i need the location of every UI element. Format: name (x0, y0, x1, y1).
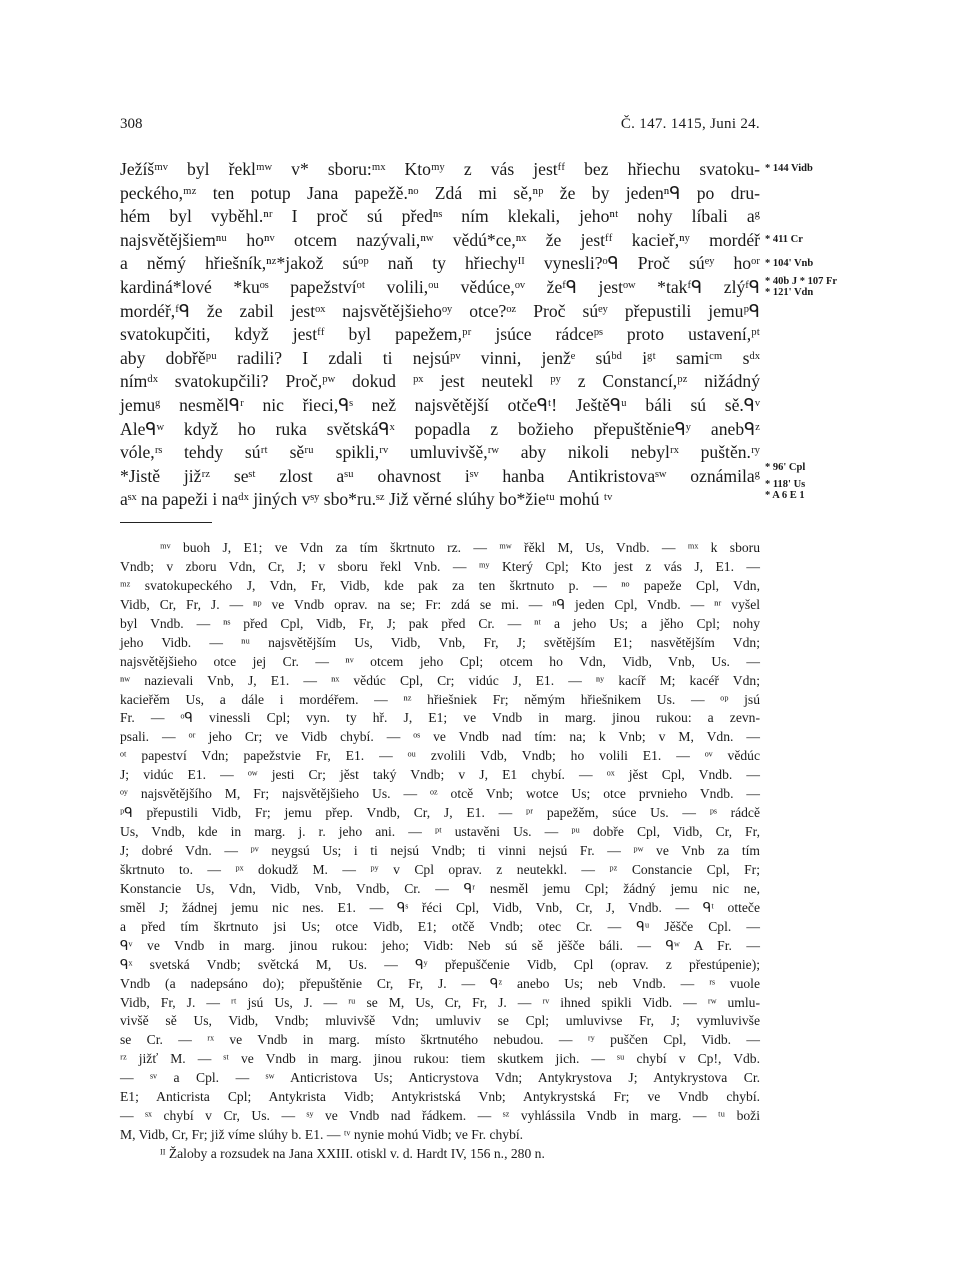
footnote-line: ⁿʷ nazievali Vnb, J, E1. — ⁿˣ vědúc Cpl, Cr; vidúc J, E1. — ⁿʸ kacíř M; kacéř Vdn; (120, 672, 760, 688)
footnote-line: M, Vidb, Cr, Fr; již víme slúhy b. E1. — ᵗᵛ nynie mohú Vidb; ve Fr. chybí. (120, 1127, 524, 1143)
footnote-line: Vndb; v zboru Vdn, Cr, J; v sboru řekl Vnb. — ᵐʸ Který Cpl; Kto jest z vás J, E1. — (120, 558, 760, 574)
footnote-line: ᑫˣ svetská Vndb; světcká M, Us. — ᑫʸ přepuščenie Vidb, Cpl (oprav. z přestúpenie); (120, 956, 760, 972)
footnote-line: Vndb (a nadepsáno do); přepuštěnie Cr, Fr, J. — ᑫᶻ anebo Us; neb Vndb. — ʳˢ vuole (120, 975, 760, 991)
text-line: kardiná*lové *kuᵒˢ papežstvíᵒᵗ volili,ᵒᵘ vědúce,ᵒᵛ žeᶠᑫ jestᵒʷ *takᶠᑫ zlýᶠᑫ (120, 276, 760, 297)
page-number: 308 (120, 116, 143, 132)
footnote-line: kacieřěm Us, a dále i mordéřem. — ⁿᶻ hřiešniek Fr; němým hřiešnikem Us. — ᵒᵖ jsú (120, 691, 760, 707)
footnote-divider (120, 522, 212, 523)
footnote-line: směl J; žádnej jemu nic nes. E1. — ᑫˢ řéci Cpl, Vidb, Vnb, Cr, J, Vndb. — ᑫᵗ otteče (120, 899, 760, 915)
margin-note: * 411 Cr (765, 234, 803, 245)
footnote-line: ᵒʸ najsvětějšího M, Fr; najsvětějšieho Us. — ᵒᶻ otcě Vnb; wotce Us; otce prvnieho Vndb. — (120, 786, 760, 802)
footnote-line: J; dobré Vdn. — ᵖᵛ neygsú Us; i ti nejsú Vndb; ti vinni nejsú Fr. — ᵖʷ ve Vnb za tím (120, 843, 760, 858)
footnote-line: Vidb, Cr, Fr, J. — ⁿᵖ ve Vndb oprav. na se; Fr: zdá se mi. — ⁿᑫ jeden Cpl, Vndb. — ⁿʳ vyšel (120, 596, 760, 612)
margin-note: * 104' Vnb (765, 258, 814, 269)
footnote-line: ᵒᵗ papeství Vdn; papežstvie Fr, E1. — ᵒᵘ zvolili Vdb, Vndb; ho volili E1. — ᵒᵛ vědúc (120, 748, 760, 764)
text-line: peckého,ᵐᶻ ten potup Jana papežě.ⁿᵒ Zdá mi sě,ⁿᵖ že by jedenⁿᑫ po dru- (120, 182, 760, 203)
footnote-line: Vidb, Fr, J. — ʳᵗ jsú Us, J. — ʳᵘ se M, Us, Cr, Fr, J. — ʳᵛ ihned spikli Vidb. — ʳʷ umlu- (120, 994, 760, 1010)
footnote-line: ᵖᑫ přepustili Vidb, Fr; jemu přep. Vndb, Cr, J, E1. — ᵖʳ papežěm, súce Us. — ᵖˢ rádcě (120, 805, 760, 821)
margin-note: * 96' Cpl (765, 462, 806, 473)
footnote-line: ᑫᵛ ve Vndb in marg. jinou rukou: jeho; Vidb: Neb sú sě jěšče báli. — ᑫʷ A Fr. — (120, 937, 760, 953)
text-line: svatokupčiti, když jestᶠᶠ byl papežem,ᵖʳ jsúce rádceᵖˢ proto ustavení,ᵖᵗ (120, 324, 760, 345)
footnote-line: J; vidúc E1. — ᵒʷ jesti Cr; jěst taký Vndb; v J, E1 chybí. — ᵒˣ jěst Cpl, Vndb. — (120, 767, 760, 783)
footnote-line: byl Vndb. — ⁿˢ před Cpl, Vidb, Fr, J; pak před Cr. — ⁿᵗ a jeho Us; a jěho Cpl; nohy (120, 615, 760, 631)
text-line: *Jistě jižʳᶻ seˢᵗ zlost aˢᵘ ohavnost iˢᵛ hanba Antikristovaˢʷ oznámilaᵍ (120, 465, 760, 486)
page-header (120, 116, 760, 138)
text-line: aˢˣ na papeži i naᵈˣ jiných vˢʸ sbo*ru.ˢᶻ Již věrné slúhy bo*žieᵗᵘ mohú ᵗᵛ (120, 489, 613, 510)
footnote-line: ᵐᵛ buoh J, E1; ve Vdn za tím škrtnuto rz. — ᵐʷ řěkl M, Us, Vndb. — ᵐˣ k sboru (160, 540, 760, 555)
footnote-line: — ˢˣ chybí v Cr, Us. — ˢʸ ve Vndb nad řádkem. — ˢᶻ vyhlássila Vndb in marg. — ᵗᵘ boži (120, 1108, 760, 1124)
text-line: aby dobřěᵖᵘ radili? I zdali ti nejsúᵖᵛ vinni, jenžᵉ súᵇᵈ iᵍᵗ samiᶜᵐ sᵈˣ (120, 347, 760, 368)
text-line: hém byl vyběhl.ⁿʳ I proč sú předⁿˢ ním klekali, jehoⁿᵗ nohy líbali aᵍ (120, 206, 760, 227)
margin-note: * 40b J * 107 Fr (765, 276, 838, 287)
text-line: mordéř,ᶠᑫ že zabil jestᵒˣ najsvětějšiehoᵒʸ otce?ᵒᶻ Proč súᵉʸ přepustili jemuᵖᑫ (120, 300, 760, 321)
footnote-line: vivšě sě Us, Vidb, Vndb; mluvivšě Vdn; umluviv se Cpl; umluvivse Fr, J; vymluvivše (120, 1013, 760, 1029)
margin-note: * A 6 E 1 (765, 490, 805, 501)
footnote-line: škrtnuto to. — ᵖˣ dokudž M. — ᵖʸ v Cpl oprav. z neutekkl. — ᵖᶻ Constancie Cpl, Fr; (120, 861, 760, 877)
footnotes (120, 539, 760, 1164)
text-line: Aleᑫʷ když ho ruka světskáᑫˣ popadla z božieho přepuštěnieᑫʸ anebᑫᶻ (120, 418, 760, 439)
text-line: najsvětějšiemⁿᵘ hoⁿᵛ otcem nazývali,ⁿʷ vědú*ce,ⁿˣ že jestᶠᶠ kacieř,ⁿʸ mordéř (120, 229, 760, 250)
margin-note: * 118' Us (765, 479, 806, 490)
footnote-line: jeho Vidb. — ⁿᵘ najsvětějším Us, Vidb, Vnb, Fr, J; světějším E1; nasvětějším Vdn; (120, 634, 760, 650)
footnote-line: ᵐᶻ svatokupeckého J, Vdn, Fr, Vidb, kde pak za ten škrtnuto p. — ⁿᵒ papeže Cpl, Vdn, (120, 577, 760, 593)
footnote-line: a před tím škrtnuto jsi Us; otce Vidb, E1; otčě Vndb; otec Cr. — ᑫᵘ Jěšče Cpl. — (120, 918, 760, 934)
footnote-line: se Cr. — ʳˣ ve Vndb in marg. místo škrtnutého nebudou. — ʳʸ puščen Cpl, Vidb. — (120, 1032, 760, 1048)
text-line: jemuᵍ nesmělᑫʳ nic řieci,ᑫˢ než najsvětější otčeᑫᵗ! Ještěᑫᵘ báli sú sě.ᑫᵛ (120, 394, 760, 415)
footnote-line: najsvětějšieho otce jej Cr. — ⁿᵛ otcem jeho Cpl; otcem ho Vdn, Vidb, Vnb, Us. — (120, 653, 760, 669)
footnote-line: Us, Vndb, kde in marg. j. r. jeho ani. — ᵖᵗ ustavěni Us. — ᵖᵘ dobře Cpl, Vidb, Cr, Fr, (120, 824, 760, 840)
footnote-line: E1; Anticrista Cpl; Antykrista Vidb; Antykristská Vnb; Antykrystská Fr; ve Vndb chybí. (120, 1089, 760, 1105)
footnote-line: psali. — ᵒʳ jeho Cr; ve Vidb chybí. — ᵒˢ ve Vndb nad tím: na; k Vnb; v M, Vdn. — (120, 729, 760, 745)
footnote-line: ʳᶻ jižť M. — ˢᵗ ve Vndb in marg. jinou rukou: tiem skutkem jich. — ˢᵘ chybí v Cp!, Vdb. (120, 1051, 760, 1067)
margin-note: * 144 Vidb (765, 163, 813, 174)
text-line: a němý hřiešník,ⁿᶻ*jakož súᵒᵖ naň ty hřiechyᴵᴵ vynesli?ᵒᑫ Proč súᵉʸ hoᵒʳ (120, 253, 760, 274)
footnote-line: — ˢᵛ a Cpl. — ˢʷ Anticristova Us; Anticrystova Vdn; Antykrystova J; Antykrystova Cr. (120, 1070, 760, 1086)
text-line: nímᵈˣ svatokupčili? Proč,ᵖʷ dokud ᵖˣ jest neutekl ᵖʸ z Constancí,ᵖᶻ nižádný (120, 371, 760, 392)
text-line: Ježíšᵐᵛ byl řeklᵐʷ v* sboru:ᵐˣ Ktoᵐʸ z vás jestᶠᶠ bez hřiechu svatoku- (120, 159, 760, 179)
running-head: Č. 147. 1415, Juni 24. (620, 116, 760, 132)
footnote-line: Fr. — ᵒᑫ vinessli Cpl; vyn. ty hř. J, E1; ve Vndb in marg. jinou rukou: a zevn- (120, 710, 760, 726)
margin-note: * 121' Vdn (765, 287, 814, 298)
main-text (120, 158, 760, 512)
text-line: vóle,ʳˢ tehdy súʳᵗ sěʳᵘ spikli,ʳᵛ umluvivšě,ʳʷ aby nikoli nebylʳˣ puštěn.ʳʸ (120, 442, 760, 463)
footnote-line: ᴵᴵ Žaloby a rozsudek na Jana XXIII. otiskl v. d. Hardt IV, 156 n., 280 n. (160, 1146, 545, 1161)
footnote-line: Konstancie Us, Vdn, Vidb, Vnb, Vndb, Cr. — ᑫʳ nesměl jemu Cpl; žádný jemu nic ne, (120, 880, 760, 896)
